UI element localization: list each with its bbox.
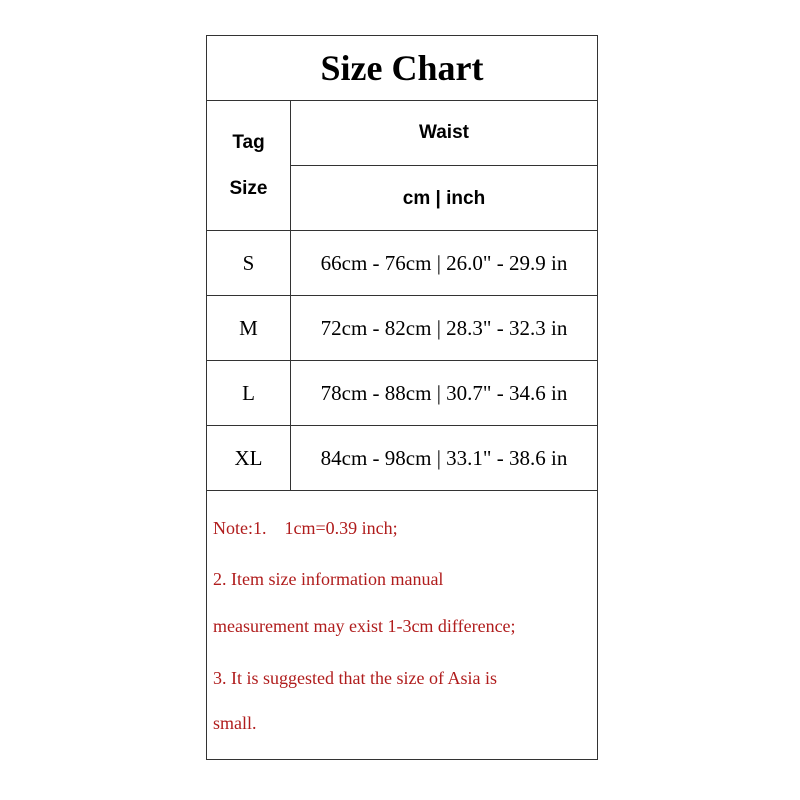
table-row: [207, 296, 597, 361]
table-row: [207, 231, 597, 296]
note-line-1: Note:1. 1cm=0.39 inch;: [213, 518, 398, 538]
note-line-5: small.: [213, 713, 257, 733]
waist-header: Waist: [291, 101, 597, 166]
table-row: [207, 361, 597, 426]
table-row: [207, 426, 597, 491]
units-header: cm | inch: [402, 187, 486, 209]
size-chart: [206, 35, 598, 760]
size-cell: M: [207, 296, 291, 360]
tag-size-header: [207, 101, 291, 230]
note-line-3: measurement may exist 1-3cm difference;: [213, 616, 516, 636]
note-line-2: 2. Item size information manual: [213, 569, 444, 589]
waist-cell: 66cm - 76cm | 26.0" - 29.9 in: [320, 250, 568, 275]
size-cell: L: [207, 361, 291, 425]
note-line-4: 3. It is suggested that the size of Asia is: [213, 668, 497, 688]
size-table: [207, 101, 597, 491]
waist-cell: 72cm - 82cm | 28.3" - 32.3 in: [320, 315, 568, 340]
table-header: [207, 101, 597, 231]
size-cell: XL: [207, 426, 291, 490]
size-cell: S: [207, 231, 291, 295]
waist-cell: 84cm - 98cm | 33.1" - 38.6 in: [320, 445, 568, 470]
waist-cell: 78cm - 88cm | 30.7" - 34.6 in: [320, 380, 568, 405]
tag-size-label-line2: Size: [229, 177, 268, 199]
tag-size-label-line1: Tag: [232, 131, 265, 153]
chart-title: Size Chart: [207, 36, 597, 101]
